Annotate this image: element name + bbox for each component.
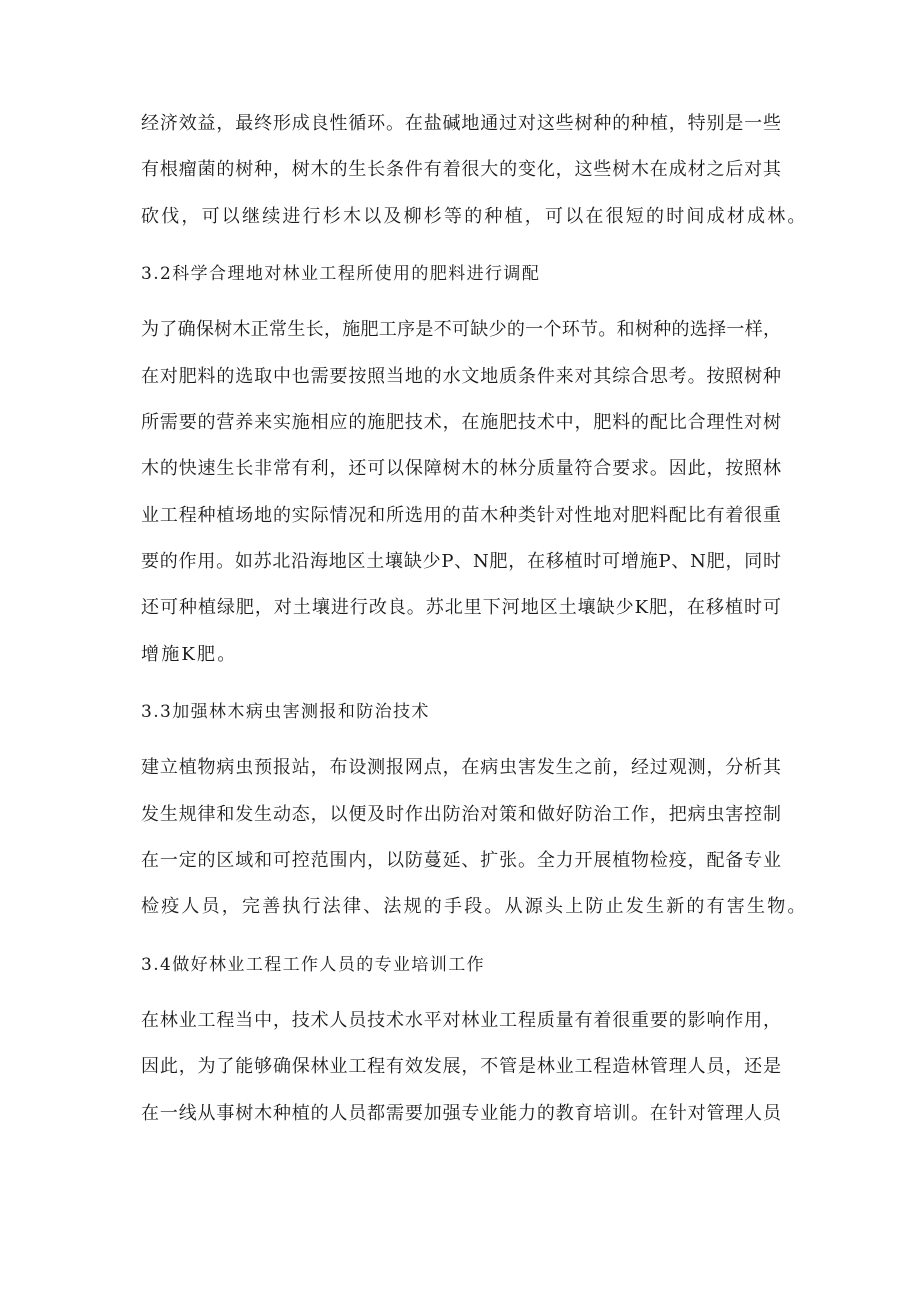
paragraph-line: 检疫人员，完善执行法律、法规的手段。从源头上防止发生新的有害生物。 <box>141 896 808 917</box>
paragraph-line: 所需要的营养来实施相应的施肥技术，在施肥技术中，肥料的配比合理性对树 <box>141 412 781 433</box>
paragraph-line: 增施K肥。 <box>141 644 238 665</box>
paragraph-line: 建立植物病虫预报站，布设测报网点，在病虫害发生之前，经过观测，分析其 <box>141 757 781 778</box>
paragraph-line: 经济效益，最终形成良性循环。在盐碱地通过对这些树种的种植，特别是一些 <box>141 113 781 134</box>
paragraph-line: 业工程种植场地的实际情况和所选用的苗木种类针对性地对肥料配比有着很重 <box>141 505 781 526</box>
paragraph-line: 要的作用。如苏北沿海地区土壤缺少P、N肥，在移植时可增施P、N肥，同时 <box>141 551 781 572</box>
paragraph-line: 发生规律和发生动态，以便及时作出防治对策和做好防治工作，把病虫害控制 <box>141 804 781 825</box>
paragraph-line: 在林业工程当中，技术人员技术水平对林业工程质量有着很重要的影响作用， <box>141 1010 781 1031</box>
paragraph-line: 因此，为了能够确保林业工程有效发展，不管是林业工程造林管理人员，还是 <box>141 1056 781 1077</box>
paragraph-line: 在一线从事树木种植的人员都需要加强专业能力的教育培训。在针对管理人员 <box>141 1103 781 1124</box>
section-heading-3-4: 3.4做好林业工程工作人员的专业培训工作 <box>141 955 486 975</box>
section-heading-3-3: 3.3加强林木病虫害测报和防治技术 <box>141 702 430 722</box>
paragraph-line: 砍伐，可以继续进行杉木以及柳杉等的种植，可以在很短的时间成材成林。 <box>141 206 808 227</box>
paragraph-line: 为了确保树木正常生长，施肥工序是不可缺少的一个环节。和树种的选择一样， <box>141 319 781 340</box>
section-heading-3-2: 3.2科学合理地对林业工程所使用的肥料进行调配 <box>141 264 541 284</box>
paragraph-line: 在一定的区域和可控范围内，以防蔓延、扩张。全力开展植物检疫，配备专业 <box>141 850 781 871</box>
paragraph-line: 有根瘤菌的树种，树木的生长条件有着很大的变化，这些树木在成材之后对其 <box>141 159 781 180</box>
paragraph-line: 还可种植绿肥，对土壤进行改良。苏北里下河地区土壤缺少K肥，在移植时可 <box>141 597 781 618</box>
paragraph-line: 木的快速生长非常有利，还可以保障树木的林分质量符合要求。因此，按照林 <box>141 458 781 479</box>
paragraph-line: 在对肥料的选取中也需要按照当地的水文地质条件来对其综合思考。按照树种 <box>141 366 781 387</box>
